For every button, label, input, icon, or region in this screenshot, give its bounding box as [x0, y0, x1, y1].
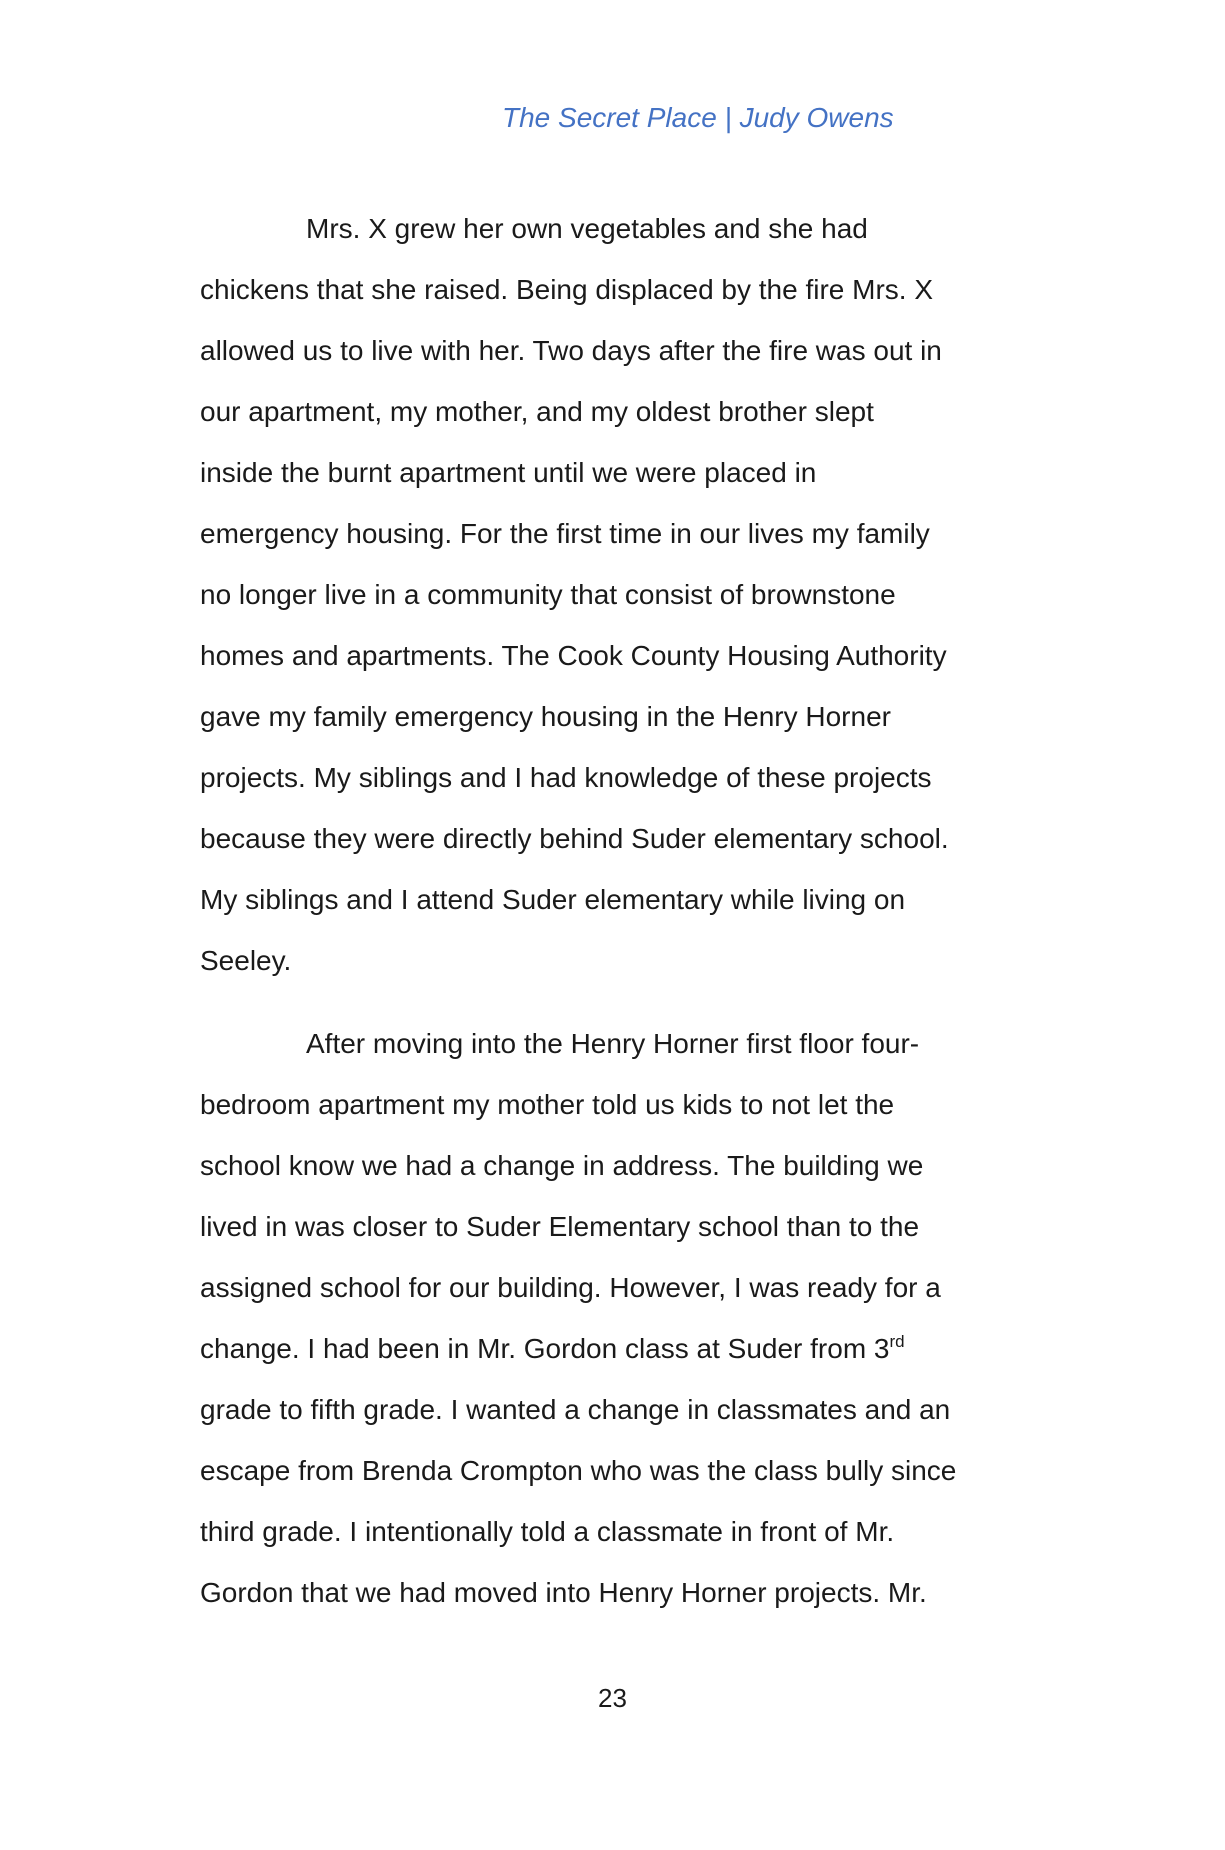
text-line: lived in was closer to Suder Elementary school than to the — [200, 1211, 920, 1242]
paragraph-2 — [200, 1013, 1030, 1623]
text-line: grade to fifth grade. I wanted a change in classmates and an — [200, 1394, 951, 1425]
text-line: assigned school for our building. However, I was ready for a — [200, 1272, 941, 1303]
text-line: no longer live in a community that consist of brownstone — [200, 579, 896, 610]
text-line: My siblings and I attend Suder elementary while living on — [200, 884, 906, 915]
text-line: escape from Brenda Crompton who was the class bully since — [200, 1455, 957, 1486]
text-line: After moving into the Henry Horner first floor four- — [306, 1028, 920, 1059]
text-line: our apartment, my mother, and my oldest brother slept — [200, 396, 874, 427]
text-line: Gordon that we had moved into Henry Horner projects. Mr. — [200, 1577, 927, 1608]
text-line: chickens that she raised. Being displaced by the fire Mrs. X — [200, 274, 934, 305]
running-header: The Secret Place | Judy Owens — [502, 102, 894, 133]
text-line: emergency housing. For the first time in our lives my family — [200, 518, 930, 549]
page-number: 23 — [598, 1683, 627, 1713]
text-line: Mrs. X grew her own vegetables and she had — [306, 213, 868, 244]
text-line: projects. My siblings and I had knowledge of these projects — [200, 762, 932, 793]
text-line: Seeley. — [200, 945, 292, 976]
text-line: inside the burnt apartment until we were placed in — [200, 457, 817, 488]
paragraph-1 — [200, 198, 1030, 991]
text-line: school know we had a change in address. The building we — [200, 1150, 924, 1181]
text-line: because they were directly behind Suder elementary school. — [200, 823, 949, 854]
text-line: homes and apartments. The Cook County Housing Authority — [200, 640, 947, 671]
text-line: gave my family emergency housing in the Henry Horner — [200, 701, 891, 732]
text-line: allowed us to live with her. Two days after the fire was out in — [200, 335, 942, 366]
text-line — [200, 1318, 1030, 1379]
text-line: bedroom apartment my mother told us kids to not let the — [200, 1089, 895, 1120]
ordinal-superscript: rd — [889, 1332, 905, 1351]
text-line: third grade. I intentionally told a classmate in front of Mr. — [200, 1516, 895, 1547]
text-line-content: change. I had been in Mr. Gordon class at Suder from 3 — [200, 1333, 890, 1364]
body-text — [200, 198, 1030, 1623]
